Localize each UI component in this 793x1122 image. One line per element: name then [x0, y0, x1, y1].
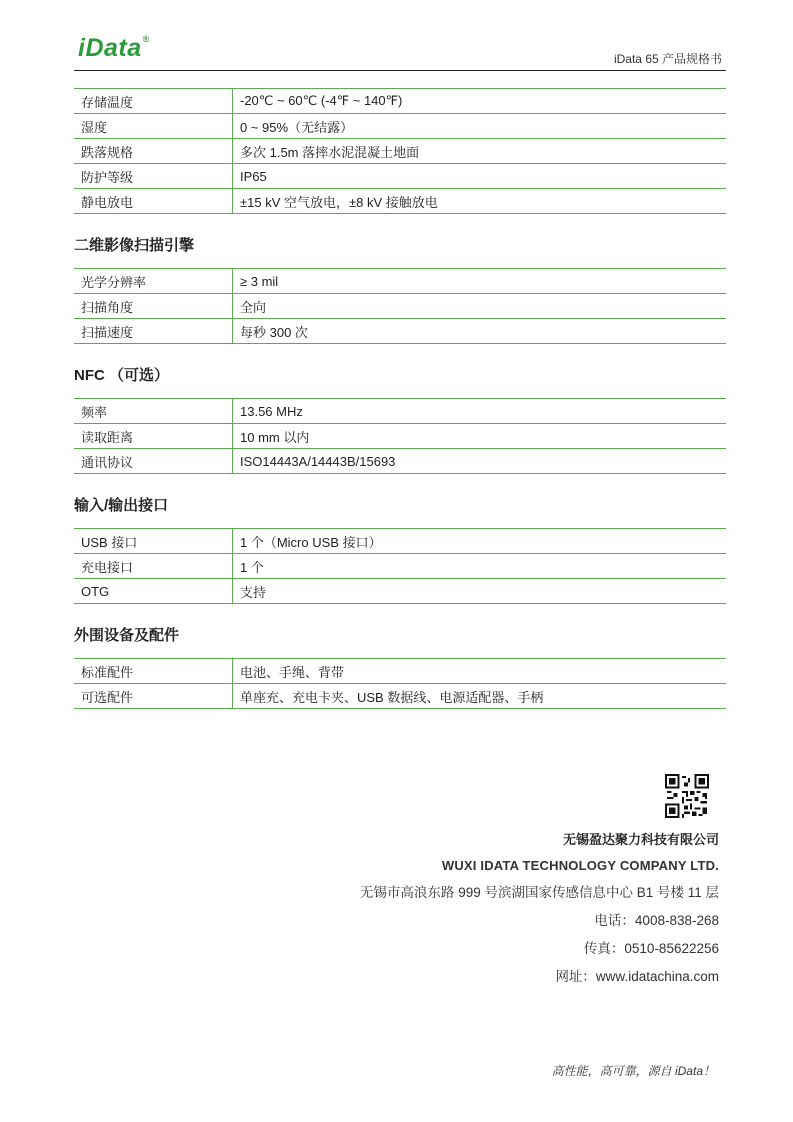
registered-mark-icon: ®	[142, 34, 150, 44]
spec-value: 0 ~ 95%（无结露）	[233, 114, 727, 139]
table-row	[74, 164, 726, 189]
company-fax: 传真：0510-85622256	[583, 941, 719, 956]
spec-value: ISO14443A/14443B/15693	[233, 449, 727, 474]
table-row	[74, 399, 726, 424]
spec-label: 频率	[74, 399, 233, 424]
spec-value: 10 mm 以内	[233, 424, 727, 449]
spec-label: USB 接口	[74, 529, 233, 554]
spec-table	[74, 528, 726, 604]
company-name-cn: 无锡盈达聚力科技有限公司	[562, 832, 719, 847]
table-row	[74, 659, 726, 684]
spec-value: -20℃ ~ 60℃ (-4℉ ~ 140℉)	[233, 89, 727, 114]
spec-table	[74, 398, 726, 474]
spec-table	[74, 658, 726, 709]
table-row	[74, 579, 726, 604]
table-row	[74, 189, 726, 214]
spec-value: 1 个（Micro USB 接口）	[233, 529, 727, 554]
section-title: 二维影像扫描引擎	[74, 237, 195, 254]
spec-value: IP65	[233, 164, 727, 189]
spec-value: ±15 kV 空气放电，±8 kV 接触放电	[233, 189, 727, 214]
table-row	[74, 554, 726, 579]
spec-value: 支持	[233, 579, 727, 604]
spec-label: 跌落规格	[74, 139, 233, 164]
spec-value: 全向	[233, 294, 727, 319]
slogan: 高性能，高可靠，源自 iData！	[551, 1064, 715, 1078]
table-row	[74, 684, 726, 709]
table-row	[74, 529, 726, 554]
section-title: NFC （可选）	[74, 367, 169, 384]
spec-label: 读取距离	[74, 424, 233, 449]
spec-value: 单座充、充电卡夹、USB 数据线、电源适配器、手柄	[233, 684, 727, 709]
table-row	[74, 319, 726, 344]
spec-label: 湿度	[74, 114, 233, 139]
spec-value: 13.56 MHz	[233, 399, 727, 424]
page-header	[74, 34, 726, 71]
idata-logo	[78, 34, 150, 63]
table-row	[74, 424, 726, 449]
spec-label: 通讯协议	[74, 449, 233, 474]
spec-label: 防护等级	[74, 164, 233, 189]
spec-label: 扫描角度	[74, 294, 233, 319]
spec-label: 充电接口	[74, 554, 233, 579]
table-row	[74, 89, 726, 114]
spec-value: 电池、手绳、背带	[233, 659, 727, 684]
company-footer	[259, 774, 719, 985]
spec-label: 扫描速度	[74, 319, 233, 344]
table-row	[74, 294, 726, 319]
spec-value: 多次 1.5m 落摔水泥混凝土地面	[233, 139, 727, 164]
spec-value: 1 个	[233, 554, 727, 579]
spec-value: 每秒 300 次	[233, 319, 727, 344]
logo-text: iData	[78, 34, 142, 62]
spec-content	[74, 88, 726, 709]
spec-label: 可选配件	[74, 684, 233, 709]
qr-code-icon	[665, 774, 709, 818]
section-title: 外围设备及配件	[74, 627, 180, 644]
company-name-en: WUXI IDATA TECHNOLOGY COMPANY LTD.	[441, 858, 719, 873]
spec-label: 光学分辨率	[74, 269, 233, 294]
spec-table	[74, 88, 726, 214]
company-website[interactable]: 网址：www.idatachina.com	[555, 969, 719, 984]
spec-label: 存储温度	[74, 89, 233, 114]
company-address: 无锡市高浪东路 999 号滨湖国家传感信息中心 B1 号楼 11 层	[359, 885, 719, 900]
table-row	[74, 269, 726, 294]
spec-label: 标准配件	[74, 659, 233, 684]
company-phone: 电话：4008-838-268	[594, 913, 719, 928]
document-title: iData 65 产品规格书	[613, 52, 722, 66]
spec-table	[74, 268, 726, 344]
spec-label: 静电放电	[74, 189, 233, 214]
table-row	[74, 139, 726, 164]
spec-label: OTG	[74, 579, 233, 604]
table-row	[74, 114, 726, 139]
section-title: 输入/输出接口	[74, 497, 169, 514]
spec-value: ≥ 3 mil	[233, 269, 727, 294]
table-row	[74, 449, 726, 474]
